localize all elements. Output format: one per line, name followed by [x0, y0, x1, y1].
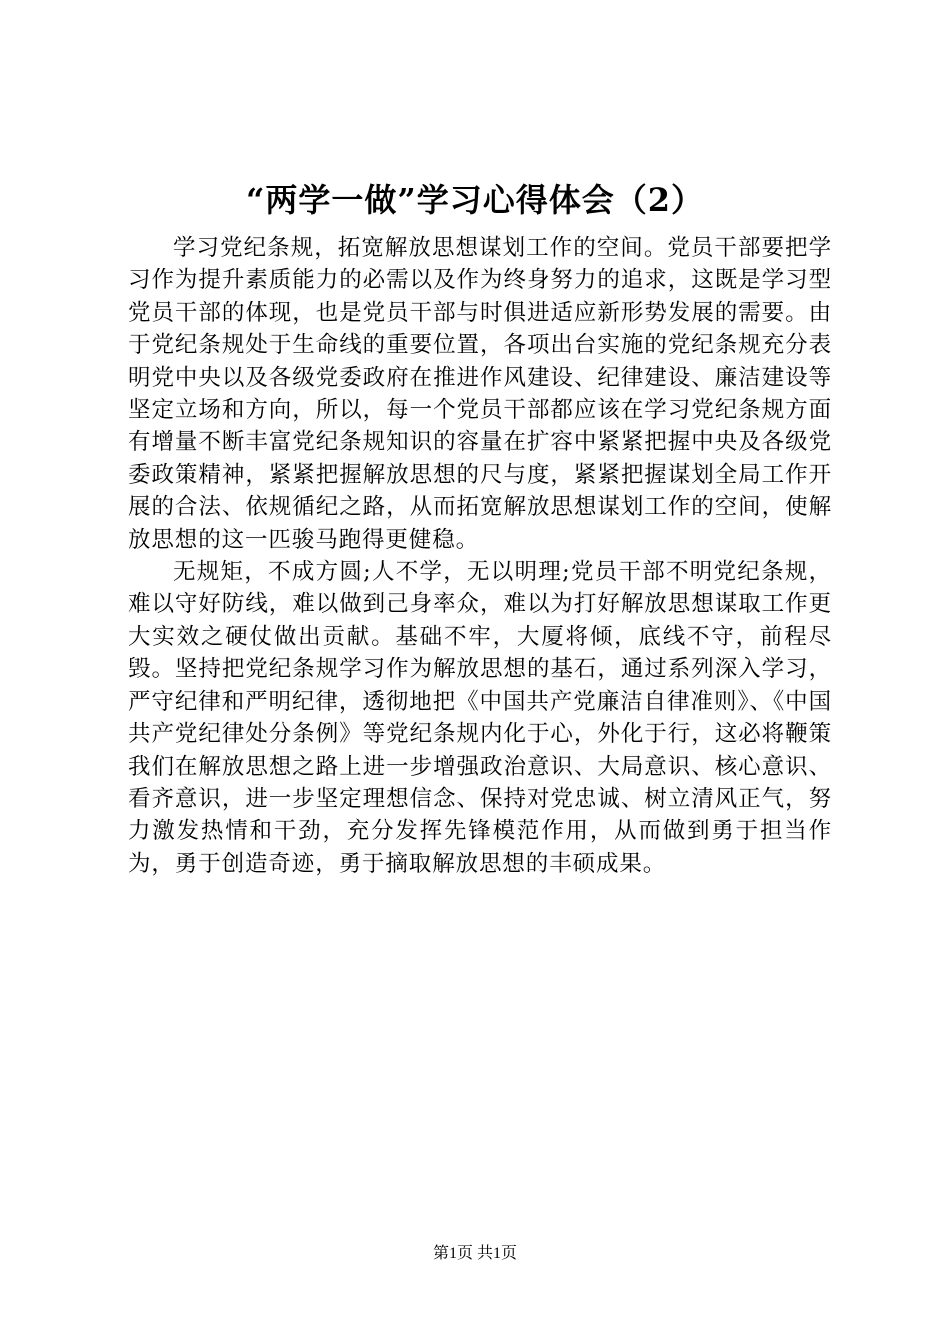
paragraph-1: 学习党纪条规，拓宽解放思想谋划工作的空间。党员干部要把学习作为提升素质能力的必需以及作为终身努力的追求，这既是学习型党员干部的体现，也是党员干部与时俱进适应新形势发展的需要。由于党纪条规处于生命线的重要位置，各项出台实施的党纪条规充分表明党中央以及各级党委政府在推进作风建设、纪律建设、廉洁建设等坚定立场和方向，所以，每一个党员干部都应该在学习党纪条规方面有增量不断丰富党纪条规知识的容量在扩容中紧紧把握中央及各级党委政策精神，紧紧把握解放思想的尺与度，紧紧把握谋划全局工作开展的合法、依规循纪之路，从而拓宽解放思想谋划工作的空间，使解放思想的这一匹骏马跑得更健稳。	[128, 235, 832, 553]
page-number-footer: 第1页 共1页	[432, 1245, 517, 1262]
document-body	[128, 232, 832, 880]
paragraph-2: 无规矩，不成方圆;人不学，无以明理;党员干部不明党纪条规，难以守好防线，难以做到己身率众，难以为打好解放思想谋取工作更大实效之硬仗做出贡献。基础不牢，大厦将倾，底线不守，前程尽毁。坚持把党纪条规学习作为解放思想的基石，通过系列深入学习，严守纪律和严明纪律，透彻地把《中国共产党廉洁自律准则》、《中国共产党纪律处分条例》等党纪条规内化于心，外化于行，这必将鞭策我们在解放思想之路上进一步增强政治意识、大局意识、核心意识、看齐意识，进一步坚定理想信念、保持对党忠诚、树立清风正气，努力激发热情和干劲，充分发挥先锋模范作用，从而做到勇于担当作为，勇于创造奇迹，勇于摘取解放思想的丰硕成果。	[128, 559, 832, 877]
document-title: “两学一做”学习心得体会（2）	[245, 181, 705, 219]
